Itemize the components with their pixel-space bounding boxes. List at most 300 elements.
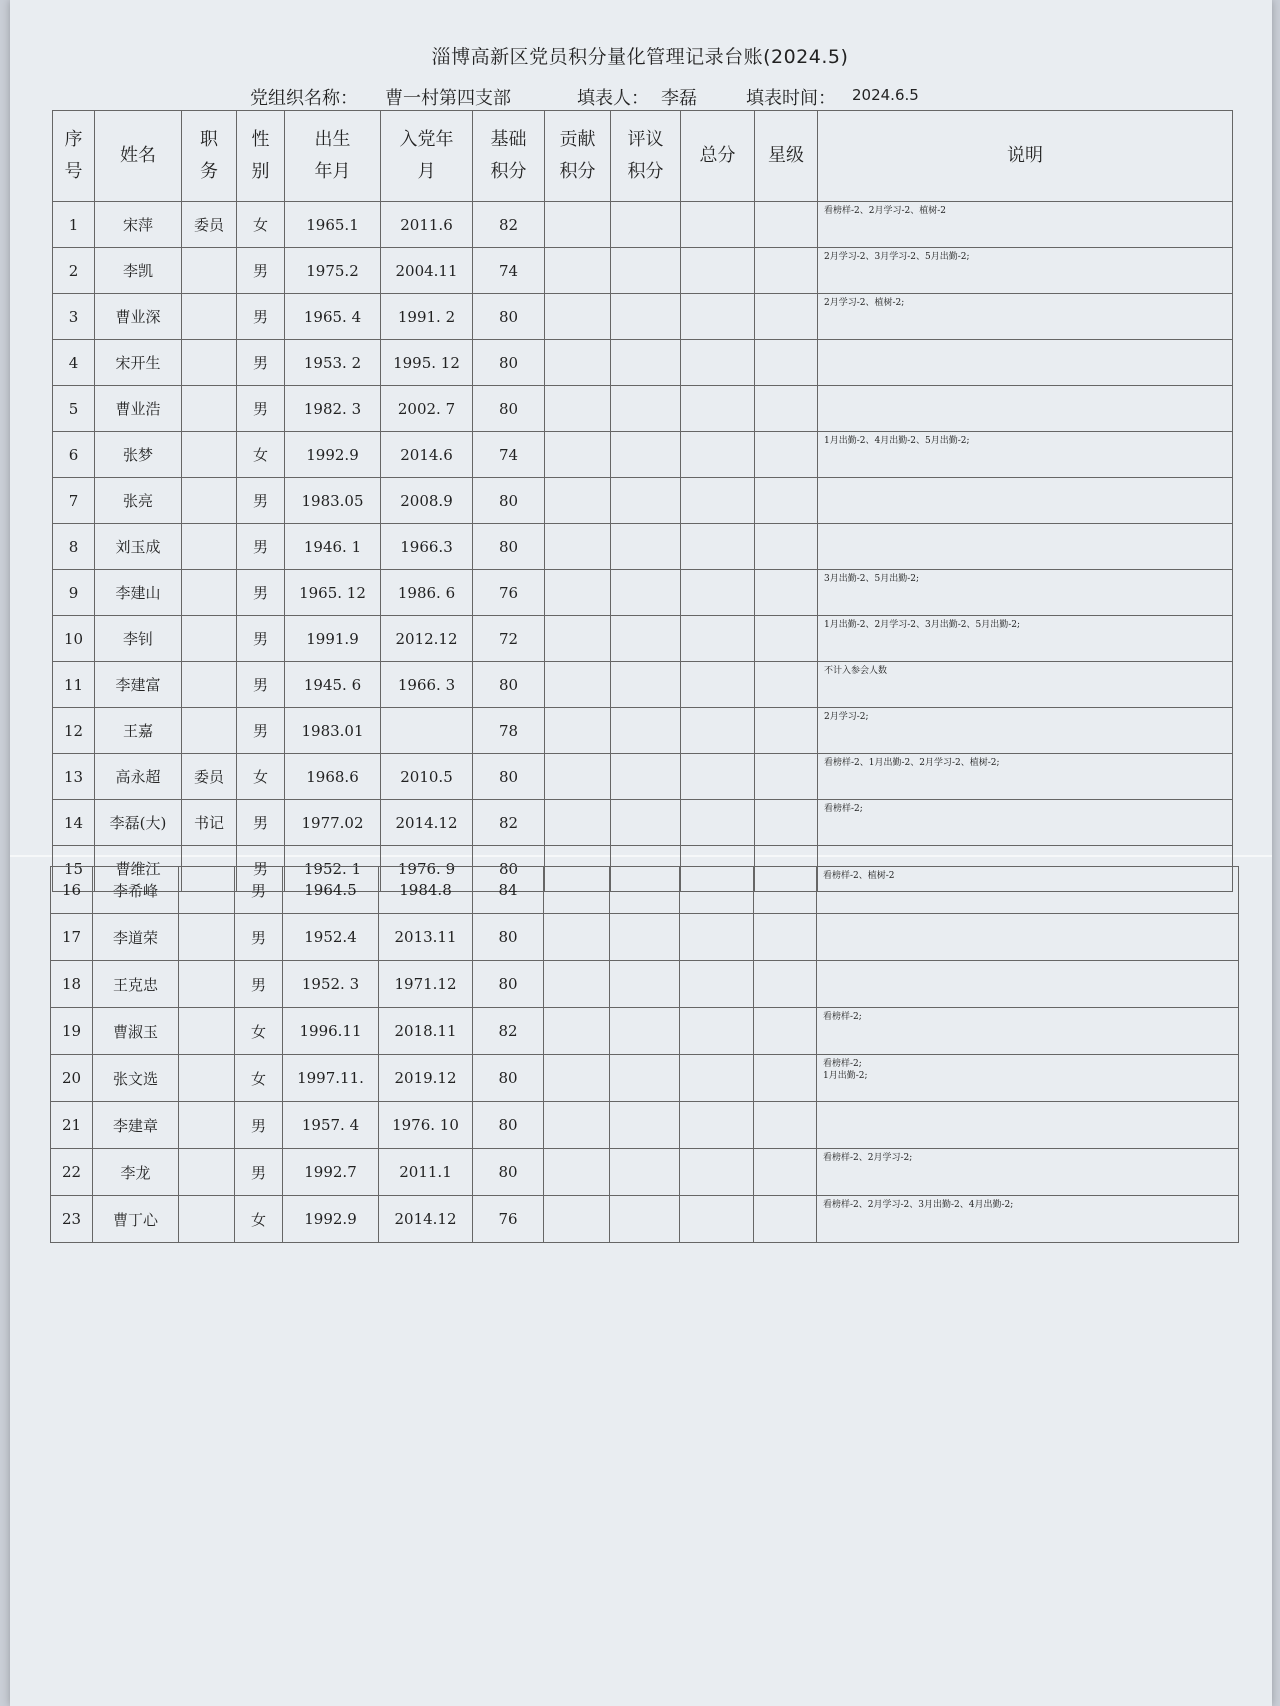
contribution-score-cell bbox=[545, 202, 611, 248]
row-number-cell: 18 bbox=[51, 961, 93, 1008]
birth-date-cell: 1952. 1 bbox=[285, 846, 381, 892]
table-row bbox=[51, 1149, 1239, 1196]
birth-date-cell: 1952.4 bbox=[283, 914, 379, 961]
base-score-cell: 80 bbox=[473, 846, 545, 892]
evaluation-score-cell bbox=[611, 294, 681, 340]
join-date-cell: 1976. 10 bbox=[379, 1102, 473, 1149]
star-level-cell bbox=[754, 1102, 817, 1149]
note-cell: 3月出勤-2、5月出勤-2; bbox=[818, 570, 1233, 616]
date-label: 填表时间： bbox=[746, 88, 836, 109]
join-date-cell: 2011.6 bbox=[381, 202, 473, 248]
contribution-score-cell bbox=[545, 478, 611, 524]
gender-cell: 男 bbox=[237, 846, 285, 892]
table-row bbox=[51, 1102, 1239, 1149]
note-cell: 看榜样-2; bbox=[817, 1008, 1239, 1055]
note-cell: 2月学习-2; bbox=[818, 708, 1233, 754]
row-number-cell: 20 bbox=[51, 1055, 93, 1102]
note-cell bbox=[818, 340, 1233, 386]
star-level-cell bbox=[755, 708, 818, 754]
contribution-score-cell bbox=[545, 570, 611, 616]
column-header: 基础 积分 bbox=[473, 111, 545, 202]
contribution-score-cell bbox=[545, 616, 611, 662]
total-score-cell bbox=[680, 1149, 754, 1196]
evaluation-score-cell bbox=[610, 914, 680, 961]
column-header: 出生 年月 bbox=[285, 111, 381, 202]
star-level-cell bbox=[755, 432, 818, 478]
birth-date-cell: 1945. 6 bbox=[285, 662, 381, 708]
join-date-cell: 2008.9 bbox=[381, 478, 473, 524]
star-level-cell bbox=[754, 1149, 817, 1196]
row-number-cell: 14 bbox=[53, 800, 95, 846]
member-name-cell: 李建富 bbox=[95, 662, 182, 708]
base-score-cell: 80 bbox=[473, 524, 545, 570]
base-score-cell: 82 bbox=[473, 1008, 544, 1055]
table-row bbox=[53, 202, 1233, 248]
gender-cell: 男 bbox=[237, 524, 285, 570]
contribution-score-cell bbox=[544, 1055, 610, 1102]
contribution-score-cell bbox=[544, 914, 610, 961]
gender-cell: 男 bbox=[237, 248, 285, 294]
table-row bbox=[53, 478, 1233, 524]
evaluation-score-cell bbox=[610, 961, 680, 1008]
row-number-cell: 23 bbox=[51, 1196, 93, 1243]
table-row bbox=[51, 914, 1239, 961]
join-date-cell: 2010.5 bbox=[381, 754, 473, 800]
score-table-top bbox=[52, 110, 1233, 892]
base-score-cell: 76 bbox=[473, 1196, 544, 1243]
note-cell: 看榜样-2、植树-2 bbox=[817, 867, 1239, 914]
star-level-cell bbox=[755, 754, 818, 800]
note-cell: 1月出勤-2、2月学习-2、3月出勤-2、5月出勤-2; bbox=[818, 616, 1233, 662]
birth-date-cell: 1975.2 bbox=[285, 248, 381, 294]
join-date-cell: 1971.12 bbox=[379, 961, 473, 1008]
note-cell: 不计入参会人数 bbox=[818, 662, 1233, 708]
join-date-cell: 2012.12 bbox=[381, 616, 473, 662]
column-header: 评议 积分 bbox=[611, 111, 681, 202]
join-date-cell: 2014.12 bbox=[381, 800, 473, 846]
note-cell bbox=[817, 914, 1239, 961]
row-number-cell: 5 bbox=[53, 386, 95, 432]
table-row bbox=[51, 1196, 1239, 1243]
row-number-cell: 17 bbox=[51, 914, 93, 961]
note-cell bbox=[817, 1102, 1239, 1149]
birth-date-cell: 1983.01 bbox=[285, 708, 381, 754]
star-level-cell bbox=[755, 202, 818, 248]
star-level-cell bbox=[755, 800, 818, 846]
member-name-cell: 曹业深 bbox=[95, 294, 182, 340]
evaluation-score-cell bbox=[611, 662, 681, 708]
total-score-cell bbox=[681, 662, 755, 708]
contribution-score-cell bbox=[545, 340, 611, 386]
table-row bbox=[53, 524, 1233, 570]
post-cell bbox=[179, 1008, 235, 1055]
evaluation-score-cell bbox=[611, 616, 681, 662]
total-score-cell bbox=[681, 524, 755, 570]
base-score-cell: 80 bbox=[473, 386, 545, 432]
base-score-cell: 80 bbox=[473, 662, 545, 708]
table-row bbox=[53, 386, 1233, 432]
row-number-cell: 21 bbox=[51, 1102, 93, 1149]
gender-cell: 男 bbox=[235, 961, 283, 1008]
row-number-cell: 11 bbox=[53, 662, 95, 708]
base-score-cell: 74 bbox=[473, 248, 545, 294]
birth-date-cell: 1953. 2 bbox=[285, 340, 381, 386]
gender-cell: 女 bbox=[237, 202, 285, 248]
evaluation-score-cell bbox=[611, 340, 681, 386]
post-cell: 委员 bbox=[182, 754, 237, 800]
star-level-cell bbox=[755, 524, 818, 570]
member-name-cell: 李道荣 bbox=[93, 914, 179, 961]
star-level-cell bbox=[754, 961, 817, 1008]
contribution-score-cell bbox=[545, 800, 611, 846]
gender-cell: 男 bbox=[237, 340, 285, 386]
evaluation-score-cell bbox=[611, 386, 681, 432]
birth-date-cell: 1992.9 bbox=[285, 432, 381, 478]
total-score-cell bbox=[681, 248, 755, 294]
gender-cell: 女 bbox=[235, 1008, 283, 1055]
row-number-cell: 7 bbox=[53, 478, 95, 524]
post-cell bbox=[179, 1102, 235, 1149]
column-header: 星级 bbox=[755, 111, 818, 202]
join-date-cell: 2018.11 bbox=[379, 1008, 473, 1055]
join-date-cell: 1966. 3 bbox=[381, 662, 473, 708]
column-header: 说明 bbox=[818, 111, 1233, 202]
join-date-cell: 2004.11 bbox=[381, 248, 473, 294]
column-header: 性 别 bbox=[237, 111, 285, 202]
contribution-score-cell bbox=[545, 754, 611, 800]
total-score-cell bbox=[681, 432, 755, 478]
row-number-cell: 8 bbox=[53, 524, 95, 570]
join-date-cell: 1995. 12 bbox=[381, 340, 473, 386]
evaluation-score-cell bbox=[611, 524, 681, 570]
gender-cell: 男 bbox=[237, 800, 285, 846]
post-cell bbox=[179, 1149, 235, 1196]
row-number-cell: 15 bbox=[53, 846, 95, 892]
join-date-cell: 1986. 6 bbox=[381, 570, 473, 616]
post-cell bbox=[182, 340, 237, 386]
contribution-score-cell bbox=[545, 524, 611, 570]
post-cell bbox=[179, 914, 235, 961]
org-value: 曹一村第四支部 bbox=[385, 88, 511, 109]
note-cell bbox=[818, 478, 1233, 524]
gender-cell: 男 bbox=[235, 914, 283, 961]
total-score-cell bbox=[681, 202, 755, 248]
evaluation-score-cell bbox=[611, 248, 681, 294]
evaluation-score-cell bbox=[610, 1196, 680, 1243]
table-row bbox=[53, 616, 1233, 662]
member-name-cell: 李磊(大) bbox=[95, 800, 182, 846]
note-cell: 看榜样-2、2月学习-2; bbox=[817, 1149, 1239, 1196]
member-name-cell: 李希峰 bbox=[93, 867, 179, 914]
base-score-cell: 80 bbox=[473, 478, 545, 524]
table-row bbox=[53, 294, 1233, 340]
table-row bbox=[53, 432, 1233, 478]
contribution-score-cell bbox=[545, 662, 611, 708]
base-score-cell: 80 bbox=[473, 961, 544, 1008]
gender-cell: 男 bbox=[235, 1149, 283, 1196]
base-score-cell: 80 bbox=[473, 754, 545, 800]
gender-cell: 男 bbox=[235, 867, 283, 914]
note-cell: 看榜样-2; 1月出勤-2; bbox=[817, 1055, 1239, 1102]
star-level-cell bbox=[755, 294, 818, 340]
column-header: 贡献 积分 bbox=[545, 111, 611, 202]
total-score-cell bbox=[681, 708, 755, 754]
member-name-cell: 张亮 bbox=[95, 478, 182, 524]
evaluation-score-cell bbox=[611, 478, 681, 524]
total-score-cell bbox=[681, 386, 755, 432]
evaluation-score-cell bbox=[611, 754, 681, 800]
base-score-cell: 82 bbox=[473, 202, 545, 248]
post-cell: 委员 bbox=[182, 202, 237, 248]
note-cell bbox=[818, 524, 1233, 570]
note-cell: 看榜样-2、2月学习-2、植树-2 bbox=[818, 202, 1233, 248]
base-score-cell: 74 bbox=[473, 432, 545, 478]
row-number-cell: 4 bbox=[53, 340, 95, 386]
table-row bbox=[53, 340, 1233, 386]
total-score-cell bbox=[680, 867, 754, 914]
base-score-cell: 84 bbox=[473, 867, 544, 914]
birth-date-cell: 1968.6 bbox=[285, 754, 381, 800]
note-cell bbox=[818, 386, 1233, 432]
evaluation-score-cell bbox=[611, 800, 681, 846]
post-cell bbox=[182, 386, 237, 432]
contribution-score-cell bbox=[545, 248, 611, 294]
column-header: 总分 bbox=[681, 111, 755, 202]
star-level-cell bbox=[755, 662, 818, 708]
star-level-cell bbox=[755, 570, 818, 616]
base-score-cell: 78 bbox=[473, 708, 545, 754]
gender-cell: 男 bbox=[237, 386, 285, 432]
post-cell bbox=[179, 1055, 235, 1102]
join-date-cell bbox=[381, 708, 473, 754]
birth-date-cell: 1965. 4 bbox=[285, 294, 381, 340]
base-score-cell: 72 bbox=[473, 616, 545, 662]
base-score-cell: 80 bbox=[473, 294, 545, 340]
total-score-cell bbox=[681, 340, 755, 386]
gender-cell: 男 bbox=[237, 294, 285, 340]
base-score-cell: 80 bbox=[473, 1055, 544, 1102]
total-score-cell bbox=[680, 1102, 754, 1149]
star-level-cell bbox=[755, 248, 818, 294]
post-cell bbox=[182, 616, 237, 662]
join-date-cell: 1984.8 bbox=[379, 867, 473, 914]
member-name-cell: 李凯 bbox=[95, 248, 182, 294]
column-header: 入党年 月 bbox=[381, 111, 473, 202]
row-number-cell: 16 bbox=[51, 867, 93, 914]
birth-date-cell: 1996.11 bbox=[283, 1008, 379, 1055]
evaluation-score-cell bbox=[611, 432, 681, 478]
member-name-cell: 李建章 bbox=[93, 1102, 179, 1149]
star-level-cell bbox=[754, 1008, 817, 1055]
note-cell: 看榜样-2、2月学习-2、3月出勤-2、4月出勤-2; bbox=[817, 1196, 1239, 1243]
member-name-cell: 张文选 bbox=[93, 1055, 179, 1102]
gender-cell: 女 bbox=[235, 1055, 283, 1102]
birth-date-cell: 1983.05 bbox=[285, 478, 381, 524]
post-cell bbox=[179, 867, 235, 914]
member-name-cell: 李龙 bbox=[93, 1149, 179, 1196]
member-name-cell: 曹维江 bbox=[95, 846, 182, 892]
member-name-cell: 高永超 bbox=[95, 754, 182, 800]
row-number-cell: 12 bbox=[53, 708, 95, 754]
birth-date-cell: 1952. 3 bbox=[283, 961, 379, 1008]
note-cell: 看榜样-2、1月出勤-2、2月学习-2、植树-2; bbox=[818, 754, 1233, 800]
table-row bbox=[51, 867, 1239, 914]
birth-date-cell: 1992.7 bbox=[283, 1149, 379, 1196]
star-level-cell bbox=[754, 867, 817, 914]
row-number-cell: 10 bbox=[53, 616, 95, 662]
birth-date-cell: 1997.11. bbox=[283, 1055, 379, 1102]
date-value: 2024.6.5 bbox=[852, 86, 919, 104]
post-cell: 书记 bbox=[182, 800, 237, 846]
evaluation-score-cell bbox=[610, 1102, 680, 1149]
note-cell: 2月学习-2、3月学习-2、5月出勤-2; bbox=[818, 248, 1233, 294]
total-score-cell bbox=[680, 1008, 754, 1055]
contribution-score-cell bbox=[544, 1008, 610, 1055]
table-row bbox=[51, 1055, 1239, 1102]
total-score-cell bbox=[680, 1196, 754, 1243]
row-number-cell: 3 bbox=[53, 294, 95, 340]
member-name-cell: 李建山 bbox=[95, 570, 182, 616]
document-title: 淄博高新区党员积分量化管理记录台账(2024.5) bbox=[431, 46, 849, 68]
member-name-cell: 刘玉成 bbox=[95, 524, 182, 570]
row-number-cell: 19 bbox=[51, 1008, 93, 1055]
birth-date-cell: 1982. 3 bbox=[285, 386, 381, 432]
score-table-bottom bbox=[50, 866, 1239, 1243]
evaluation-score-cell bbox=[611, 570, 681, 616]
join-date-cell: 1966.3 bbox=[381, 524, 473, 570]
member-name-cell: 宋开生 bbox=[95, 340, 182, 386]
contribution-score-cell bbox=[545, 386, 611, 432]
column-header: 姓名 bbox=[95, 111, 182, 202]
post-cell bbox=[182, 524, 237, 570]
filler-label: 填表人： bbox=[577, 88, 649, 109]
table-row bbox=[53, 800, 1233, 846]
post-cell bbox=[182, 478, 237, 524]
column-header: 职 务 bbox=[182, 111, 237, 202]
table-row bbox=[51, 1008, 1239, 1055]
member-name-cell: 王克忠 bbox=[93, 961, 179, 1008]
join-date-cell: 2014.12 bbox=[379, 1196, 473, 1243]
base-score-cell: 80 bbox=[473, 340, 545, 386]
base-score-cell: 76 bbox=[473, 570, 545, 616]
total-score-cell bbox=[680, 1055, 754, 1102]
evaluation-score-cell bbox=[610, 1149, 680, 1196]
row-number-cell: 6 bbox=[53, 432, 95, 478]
base-score-cell: 82 bbox=[473, 800, 545, 846]
post-cell bbox=[182, 662, 237, 708]
table-row bbox=[53, 248, 1233, 294]
member-name-cell: 张梦 bbox=[95, 432, 182, 478]
post-cell bbox=[182, 294, 237, 340]
contribution-score-cell bbox=[544, 867, 610, 914]
gender-cell: 女 bbox=[237, 432, 285, 478]
gender-cell: 男 bbox=[235, 1102, 283, 1149]
total-score-cell bbox=[681, 294, 755, 340]
contribution-score-cell bbox=[544, 1102, 610, 1149]
join-date-cell: 2019.12 bbox=[379, 1055, 473, 1102]
column-header: 序 号 bbox=[53, 111, 95, 202]
post-cell bbox=[182, 432, 237, 478]
evaluation-score-cell bbox=[610, 867, 680, 914]
member-name-cell: 王嘉 bbox=[95, 708, 182, 754]
base-score-cell: 80 bbox=[473, 914, 544, 961]
join-date-cell: 1976. 9 bbox=[381, 846, 473, 892]
birth-date-cell: 1965.1 bbox=[285, 202, 381, 248]
table-row bbox=[51, 961, 1239, 1008]
base-score-cell: 80 bbox=[473, 1149, 544, 1196]
filler-value: 李磊 bbox=[661, 88, 697, 109]
total-score-cell bbox=[681, 616, 755, 662]
star-level-cell bbox=[754, 1196, 817, 1243]
total-score-cell bbox=[681, 800, 755, 846]
post-cell bbox=[182, 708, 237, 754]
member-name-cell: 曹业浩 bbox=[95, 386, 182, 432]
contribution-score-cell bbox=[544, 961, 610, 1008]
total-score-cell bbox=[681, 478, 755, 524]
row-number-cell: 2 bbox=[53, 248, 95, 294]
star-level-cell bbox=[754, 1055, 817, 1102]
table-row bbox=[53, 708, 1233, 754]
table-row bbox=[53, 662, 1233, 708]
join-date-cell: 2002. 7 bbox=[381, 386, 473, 432]
gender-cell: 男 bbox=[237, 616, 285, 662]
join-date-cell: 1991. 2 bbox=[381, 294, 473, 340]
member-name-cell: 宋萍 bbox=[95, 202, 182, 248]
post-cell bbox=[179, 1196, 235, 1243]
table-header-row bbox=[53, 111, 1233, 202]
contribution-score-cell bbox=[545, 708, 611, 754]
evaluation-score-cell bbox=[611, 202, 681, 248]
note-cell: 1月出勤-2、4月出勤-2、5月出勤-2; bbox=[818, 432, 1233, 478]
total-score-cell bbox=[681, 754, 755, 800]
birth-date-cell: 1964.5 bbox=[283, 867, 379, 914]
star-level-cell bbox=[755, 478, 818, 524]
star-level-cell bbox=[754, 914, 817, 961]
gender-cell: 男 bbox=[237, 708, 285, 754]
evaluation-score-cell bbox=[610, 1008, 680, 1055]
total-score-cell bbox=[681, 570, 755, 616]
post-cell bbox=[182, 570, 237, 616]
birth-date-cell: 1946. 1 bbox=[285, 524, 381, 570]
table-row bbox=[53, 570, 1233, 616]
birth-date-cell: 1977.02 bbox=[285, 800, 381, 846]
gender-cell: 女 bbox=[237, 754, 285, 800]
birth-date-cell: 1965. 12 bbox=[285, 570, 381, 616]
birth-date-cell: 1991.9 bbox=[285, 616, 381, 662]
row-number-cell: 9 bbox=[53, 570, 95, 616]
total-score-cell bbox=[680, 914, 754, 961]
join-date-cell: 2013.11 bbox=[379, 914, 473, 961]
contribution-score-cell bbox=[545, 294, 611, 340]
contribution-score-cell bbox=[544, 1196, 610, 1243]
join-date-cell: 2014.6 bbox=[381, 432, 473, 478]
gender-cell: 女 bbox=[235, 1196, 283, 1243]
birth-date-cell: 1992.9 bbox=[283, 1196, 379, 1243]
member-name-cell: 曹丁心 bbox=[93, 1196, 179, 1243]
evaluation-score-cell bbox=[610, 1055, 680, 1102]
contribution-score-cell bbox=[545, 432, 611, 478]
base-score-cell: 80 bbox=[473, 1102, 544, 1149]
post-cell bbox=[182, 248, 237, 294]
row-number-cell: 1 bbox=[53, 202, 95, 248]
contribution-score-cell bbox=[544, 1149, 610, 1196]
gender-cell: 男 bbox=[237, 570, 285, 616]
org-label: 党组织名称： bbox=[250, 88, 358, 109]
join-date-cell: 2011.1 bbox=[379, 1149, 473, 1196]
note-cell bbox=[817, 961, 1239, 1008]
table-row bbox=[53, 754, 1233, 800]
star-level-cell bbox=[755, 386, 818, 432]
